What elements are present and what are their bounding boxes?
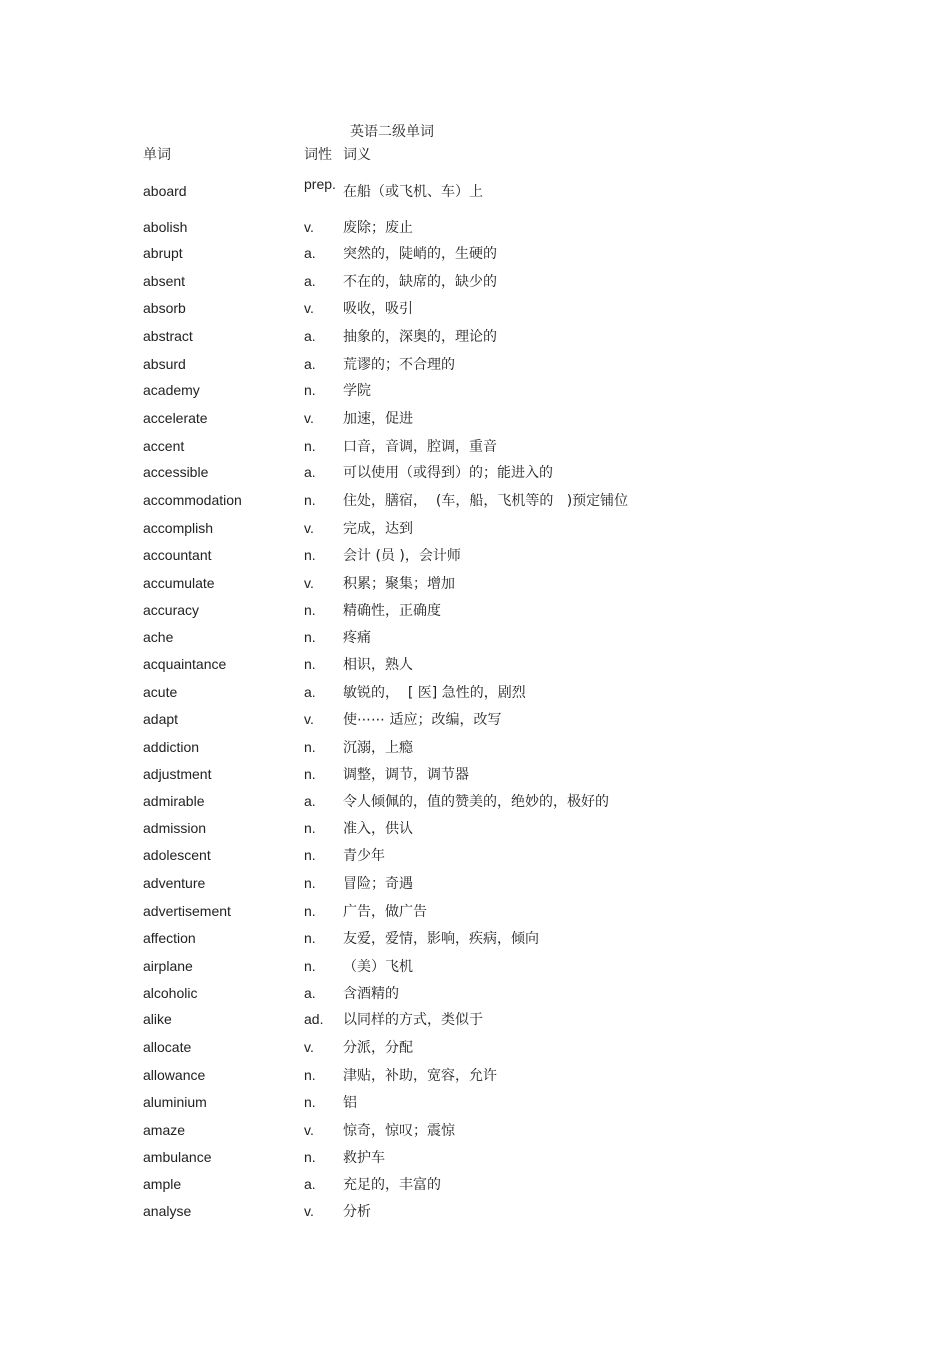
entry-definition: 惊奇，惊叹；震惊: [343, 1123, 455, 1139]
entry-word: adapt: [143, 711, 179, 727]
list-item: [0, 438, 950, 458]
list-item: [0, 656, 950, 676]
entry-word: alike: [143, 1011, 172, 1027]
list-item: [0, 575, 950, 595]
list-item: [0, 1122, 950, 1142]
entry-pos: ad.: [304, 1011, 324, 1027]
list-item: [0, 464, 950, 484]
list-item: [0, 793, 950, 813]
list-item: [0, 328, 950, 348]
entry-definition: 口音，音调，腔调，重音: [343, 439, 497, 455]
list-item: [0, 219, 950, 239]
entry-definition: 调整，调节，调节器: [343, 767, 469, 783]
entry-pos: n.: [304, 438, 316, 454]
entry-pos: a.: [304, 793, 316, 809]
entry-pos: n.: [304, 930, 316, 946]
entry-word: aboard: [143, 183, 187, 199]
entry-word: accuracy: [143, 602, 200, 618]
entry-definition: 救护车: [343, 1150, 385, 1166]
entry-word: accessible: [143, 464, 209, 480]
list-item: [0, 820, 950, 840]
entry-word: aluminium: [143, 1094, 207, 1110]
list-item: [0, 245, 950, 265]
list-item: [0, 410, 950, 430]
entry-definition: 沉溺，上瘾: [343, 740, 413, 756]
entry-pos: n.: [304, 656, 316, 672]
list-item: [0, 930, 950, 950]
entry-definition: 抽象的，深奥的，理论的: [343, 329, 497, 345]
entry-definition: 含酒精的: [343, 986, 399, 1002]
entry-pos: a.: [304, 356, 316, 372]
entry-word: accountant: [143, 547, 212, 563]
entry-pos: a.: [304, 985, 316, 1001]
entry-pos: n.: [304, 847, 316, 863]
entry-word: abolish: [143, 219, 188, 235]
entry-pos: n.: [304, 382, 316, 398]
entry-word: affection: [143, 930, 196, 946]
entry-definition: 充足的，丰富的: [343, 1177, 441, 1193]
list-item: [0, 629, 950, 649]
list-item: [0, 300, 950, 320]
entry-word: acquaintance: [143, 656, 227, 672]
entry-pos: v.: [304, 219, 314, 235]
entry-pos: n.: [304, 629, 316, 645]
entry-word: advertisement: [143, 903, 231, 919]
list-item: [0, 492, 950, 512]
entry-definition: 令人倾佩的，值的赞美的，绝妙的，极好的: [343, 794, 609, 810]
entry-word: acute: [143, 684, 178, 700]
entry-definition: 疼痛: [343, 630, 371, 646]
entry-pos: v.: [304, 1203, 314, 1219]
entry-definition: 使⋯⋯ 适应；改编，改写: [343, 712, 502, 728]
entry-word: ample: [143, 1176, 182, 1192]
entry-definition: 不在的，缺席的，缺少的: [343, 274, 497, 290]
list-item: [0, 1176, 950, 1196]
entry-word: accommodation: [143, 492, 242, 508]
entry-pos: a.: [304, 684, 316, 700]
entry-word: accelerate: [143, 410, 208, 426]
entry-word: addiction: [143, 739, 200, 755]
entry-definition: 准入，供认: [343, 821, 413, 837]
entry-pos: n.: [304, 875, 316, 891]
entry-definition: 相识，熟人: [343, 657, 413, 673]
entry-definition: 铝: [343, 1095, 357, 1111]
list-item: [0, 903, 950, 923]
entry-pos: v.: [304, 520, 314, 536]
entry-definition: 加速，促进: [343, 411, 413, 427]
entry-pos: n.: [304, 820, 316, 836]
entry-pos: a.: [304, 464, 316, 480]
entry-definition: 精确性，正确度: [343, 603, 441, 619]
list-item: [0, 739, 950, 759]
list-item: [0, 711, 950, 731]
list-item: [0, 1067, 950, 1087]
entry-word: absorb: [143, 300, 186, 316]
entry-definition: 敏锐的， [ 医] 急性的，剧烈: [343, 685, 526, 701]
entry-word: adventure: [143, 875, 206, 891]
document-title: 英语二级单词: [350, 124, 434, 140]
entry-word: adolescent: [143, 847, 211, 863]
entry-definition: 住处，膳宿， (车，船，飞机等的 )预定铺位: [343, 493, 629, 509]
entry-word: admirable: [143, 793, 205, 809]
entry-word: academy: [143, 382, 200, 398]
entry-pos: v.: [304, 711, 314, 727]
entry-word: abstract: [143, 328, 193, 344]
entry-pos: v.: [304, 575, 314, 591]
entry-pos: v.: [304, 300, 314, 316]
entry-word: accumulate: [143, 575, 215, 591]
list-item: [0, 875, 950, 895]
entry-word: allowance: [143, 1067, 206, 1083]
entry-definition: 友爱，爱情，影响，疾病，倾向: [343, 931, 539, 947]
list-item: [0, 684, 950, 704]
entry-definition: 冒险；奇遇: [343, 876, 413, 892]
entry-word: adjustment: [143, 766, 212, 782]
entry-definition: 荒谬的；不合理的: [343, 357, 455, 373]
entry-definition: 以同样的方式，类似于: [343, 1012, 483, 1028]
entry-pos: n.: [304, 547, 316, 563]
list-item: [0, 847, 950, 867]
header-pos: 词性: [304, 147, 332, 163]
entry-pos: n.: [304, 766, 316, 782]
entry-pos: n.: [304, 602, 316, 618]
entry-definition: 可以使用（或得到）的；能进入的: [343, 465, 553, 481]
entry-definition: 广告，做广告: [343, 904, 427, 920]
entry-word: ache: [143, 629, 174, 645]
entry-definition: 学院: [343, 383, 371, 399]
list-item: [0, 958, 950, 978]
entry-word: absurd: [143, 356, 186, 372]
entry-pos: n.: [304, 903, 316, 919]
entry-pos: n.: [304, 739, 316, 755]
header-meaning: 词义: [343, 147, 371, 163]
entry-word: accent: [143, 438, 185, 454]
entry-pos: prep.: [304, 176, 336, 192]
entry-pos: v.: [304, 1122, 314, 1138]
entry-definition: 废除；废止: [343, 220, 413, 236]
entry-definition: 积累；聚集；增加: [343, 576, 455, 592]
entry-pos: a.: [304, 273, 316, 289]
entry-pos: v.: [304, 1039, 314, 1055]
entry-word: ambulance: [143, 1149, 212, 1165]
entry-pos: n.: [304, 492, 316, 508]
entry-pos: n.: [304, 958, 316, 974]
entry-definition: 分派，分配: [343, 1040, 413, 1056]
entry-word: admission: [143, 820, 207, 836]
entry-definition: 会计 (员 )，会计师: [343, 548, 461, 564]
list-item: [0, 985, 950, 1005]
entry-word: amaze: [143, 1122, 186, 1138]
entry-definition: 突然的，陡峭的，生硬的: [343, 246, 497, 262]
entry-word: absent: [143, 273, 186, 289]
entry-definition: 吸收，吸引: [343, 301, 413, 317]
entry-word: alcoholic: [143, 985, 198, 1001]
entry-word: abrupt: [143, 245, 183, 261]
list-item: [0, 382, 950, 402]
list-item: [0, 356, 950, 376]
list-item: [0, 520, 950, 540]
entry-pos: a.: [304, 245, 316, 261]
list-item: [0, 1094, 950, 1114]
entry-definition: （美）飞机: [343, 959, 413, 975]
entry-pos: a.: [304, 328, 316, 344]
list-item: [0, 1011, 950, 1031]
entry-word: accomplish: [143, 520, 214, 536]
list-item: [0, 176, 950, 203]
entry-pos: n.: [304, 1067, 316, 1083]
list-item: [0, 766, 950, 786]
header-word: 单词: [143, 147, 171, 163]
list-item: [0, 1039, 950, 1059]
list-item: [0, 1149, 950, 1169]
entry-definition: 津贴，补助，宽容，允许: [343, 1068, 497, 1084]
entry-definition: 分析: [343, 1204, 371, 1220]
entry-pos: n.: [304, 1094, 316, 1110]
entry-definition: 完成，达到: [343, 521, 413, 537]
entry-word: allocate: [143, 1039, 192, 1055]
entry-pos: v.: [304, 410, 314, 426]
list-item: [0, 273, 950, 293]
entry-word: airplane: [143, 958, 193, 974]
list-item: [0, 602, 950, 622]
entry-word: analyse: [143, 1203, 192, 1219]
list-item: [0, 547, 950, 567]
entry-definition: 在船（或飞机、车）上: [343, 184, 483, 200]
entry-definition: 青少年: [343, 848, 385, 864]
list-item: [0, 1203, 950, 1223]
entry-pos: n.: [304, 1149, 316, 1165]
entry-pos: a.: [304, 1176, 316, 1192]
